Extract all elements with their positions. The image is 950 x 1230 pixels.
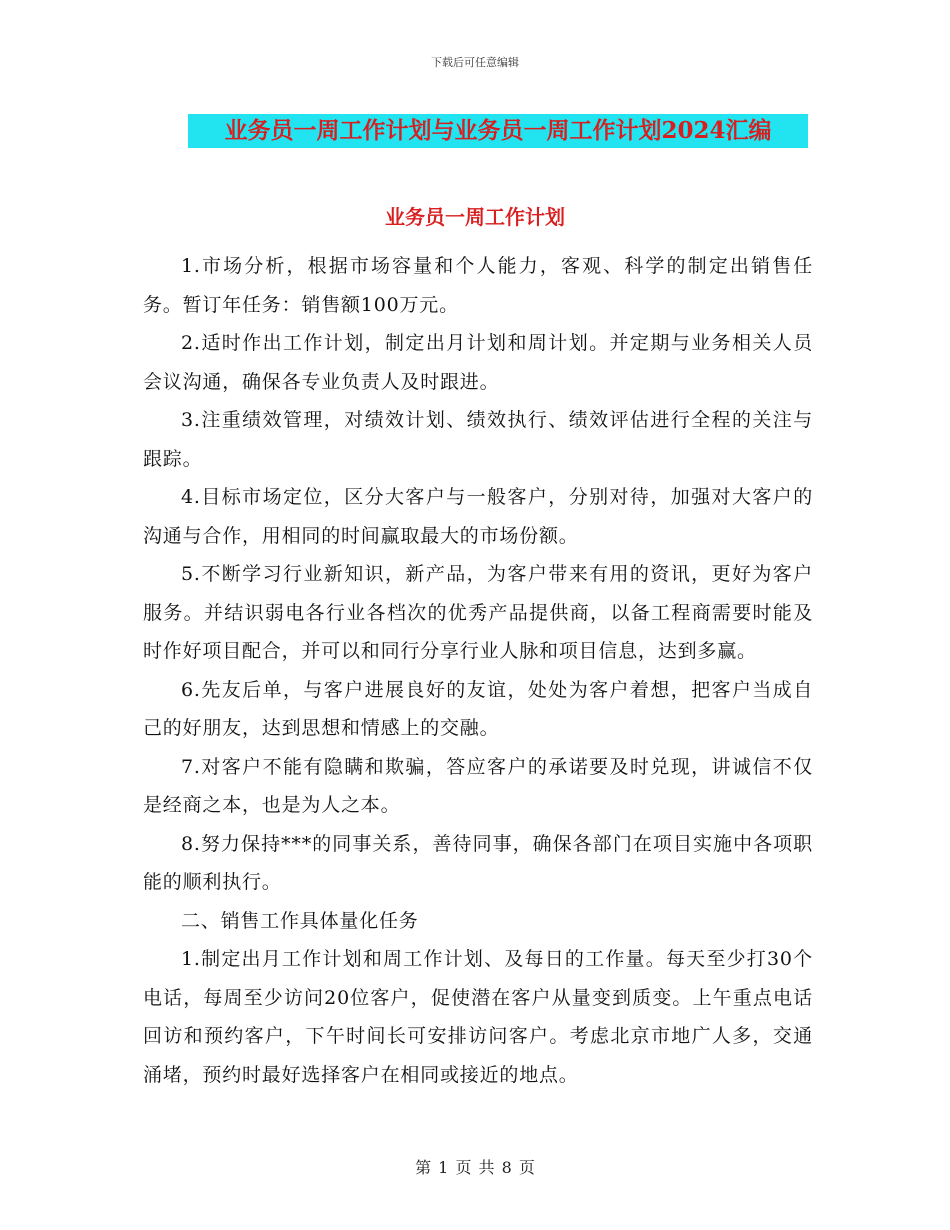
paragraph: 1.制定出月工作计划和周工作计划、及每日的工作量。每天至少打30个电话，每周至少访问20位客户，促使潜在客户从量变到质变。上午重点电话回访和预约客户，下午时间长可安排访问客户。考虑北京市地广人多，交通涌堵，预约时最好选择客户在相同或接近的地点。 bbox=[143, 948, 813, 1086]
paragraph: 1.市场分析，根据市场容量和个人能力，客观、科学的制定出销售任务。暂订年任务：销售额100万元。 bbox=[143, 255, 813, 316]
paragraph: 2.适时作出工作计划，制定出月计划和周计划。并定期与业务相关人员会议沟通，确保各专业负责人及时跟进。 bbox=[143, 332, 813, 393]
page-number: 第 1 页 共 8 页 bbox=[415, 1158, 535, 1177]
paragraph: 3.注重绩效管理，对绩效计划、绩效执行、绩效评估进行全程的关注与跟踪。 bbox=[143, 409, 813, 470]
section-title: 业务员一周工作计划 bbox=[385, 205, 565, 229]
paragraph: 5.不断学习行业新知识，新产品，为客户带来有用的资讯，更好为客户服务。并结识弱电各行业各档次的优秀产品提供商，以备工程商需要时能及时作好项目配合，并可以和同行分享行业人脉和项目信息，达到多赢。 bbox=[143, 563, 813, 662]
paragraph: 8.努力保持***的同事关系，善待同事，确保各部门在项目实施中各项职能的顺利执行。 bbox=[143, 832, 813, 893]
paragraph: 7.对客户不能有隐瞒和欺骗，答应客户的承诺要及时兑现，讲诚信不仅是经商之本，也是为人之本。 bbox=[143, 755, 813, 816]
paragraph: 6.先友后单，与客户进展良好的友谊，处处为客户着想，把客户当成自己的好朋友，达到思想和情感上的交融。 bbox=[143, 678, 813, 739]
document-body bbox=[143, 247, 813, 1094]
document-title: 业务员一周工作计划与业务员一周工作计划2024汇编 bbox=[224, 117, 772, 144]
subsection-heading: 二、销售工作具体量化任务 bbox=[181, 909, 419, 932]
header-note: 下载后可任意编辑 bbox=[431, 56, 519, 69]
paragraph: 4.目标市场定位，区分大客户与一般客户，分别对待，加强对大客户的沟通与合作，用相同的时间赢取最大的市场份额。 bbox=[143, 486, 813, 547]
